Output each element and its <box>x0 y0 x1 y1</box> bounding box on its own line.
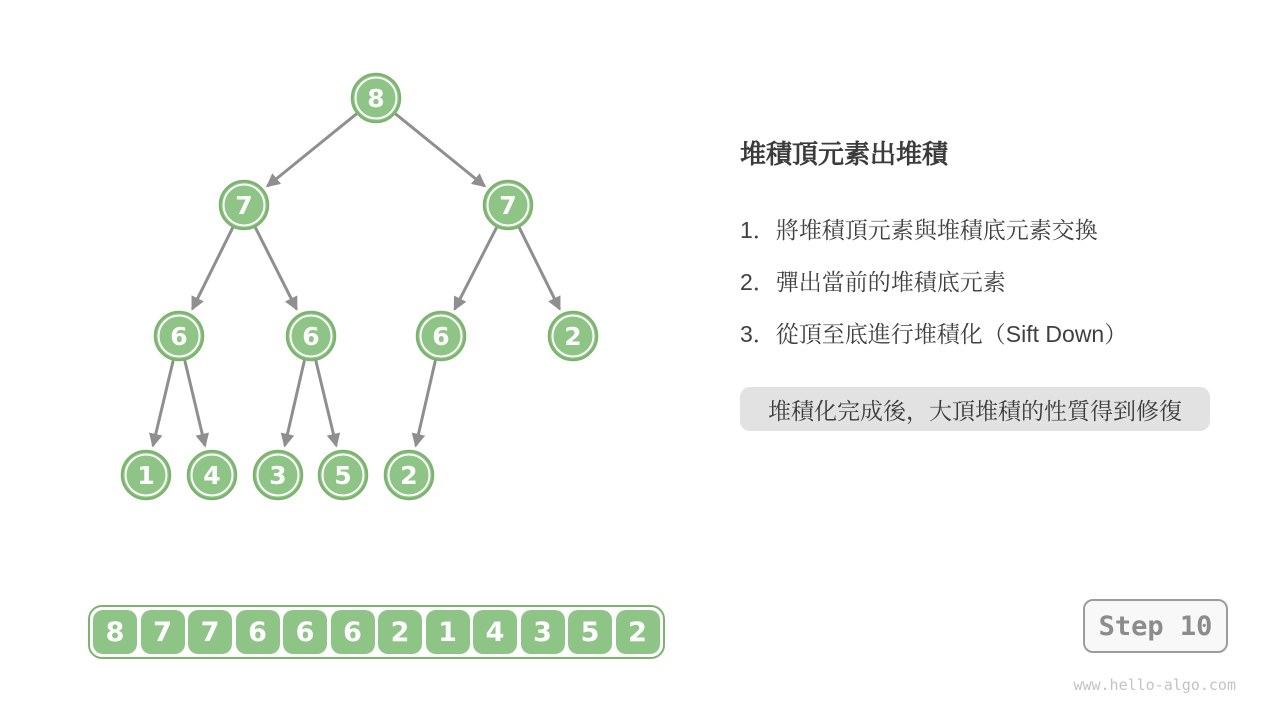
tree-node <box>417 312 465 360</box>
tree-node <box>254 451 302 499</box>
tree-nodes <box>122 74 597 499</box>
step-badge: Step 10 <box>1083 599 1228 653</box>
array-cell: 7 <box>188 610 232 654</box>
array-cell: 7 <box>141 610 185 654</box>
tree-edge <box>285 361 304 445</box>
panel-heading: 堆積頂元素出堆積 <box>740 139 949 169</box>
tree-node-value: 3 <box>269 460 287 490</box>
tree-node-value: 6 <box>170 321 188 351</box>
tree-node-value: 8 <box>367 83 385 113</box>
tree-node <box>287 312 335 360</box>
array-cell: 6 <box>236 610 280 654</box>
tree-edge <box>256 228 296 308</box>
tree-edge <box>193 228 233 308</box>
step-list-item-3: 3．從頂至底進行堆積化（Sift Down） <box>740 321 1128 347</box>
step-list <box>740 212 1127 368</box>
tree-edge <box>185 361 205 445</box>
array-cell: 5 <box>568 610 612 654</box>
tree-node-value: 1 <box>137 460 155 490</box>
tree-node-value: 2 <box>400 460 418 490</box>
tree-edges <box>153 114 559 444</box>
tree-edge <box>416 361 435 445</box>
tree-node-value: 7 <box>235 190 253 220</box>
array-cell: 6 <box>331 610 375 654</box>
tree-node <box>385 451 433 499</box>
tree-node <box>484 181 532 229</box>
tree-node <box>188 451 236 499</box>
tree-node <box>549 312 597 360</box>
array-cell: 1 <box>426 610 470 654</box>
tree-node-value: 6 <box>432 321 450 351</box>
tree-edge <box>520 228 560 308</box>
step-list-item-2: 2．彈出當前的堆積底元素 <box>740 269 1006 295</box>
tree-edge <box>316 361 336 445</box>
array-cell: 2 <box>616 610 660 654</box>
tree-node <box>220 181 268 229</box>
tree-node-value: 5 <box>334 460 352 490</box>
tree-node <box>155 312 203 360</box>
watermark: www.hello-algo.com <box>1073 676 1236 694</box>
array-cell: 4 <box>473 610 517 654</box>
tree-edge <box>455 228 496 308</box>
tree-node-value: 6 <box>302 321 320 351</box>
tree-node-value: 2 <box>564 321 582 351</box>
tree-node-value: 7 <box>499 190 517 220</box>
array-cell: 3 <box>521 610 565 654</box>
tree-node <box>319 451 367 499</box>
note-text: 堆積化完成後，大頂堆積的性質得到修復 <box>768 397 1182 424</box>
tree-node <box>352 74 400 122</box>
tree-node <box>122 451 170 499</box>
tree-edge <box>268 114 356 185</box>
heap-tree-diagram <box>0 0 700 560</box>
tree-node-value: 4 <box>203 460 221 490</box>
array-cell: 2 <box>378 610 422 654</box>
array-cell: 8 <box>93 610 137 654</box>
note-box <box>740 387 1210 431</box>
array-cell: 6 <box>283 610 327 654</box>
tree-edge <box>153 361 173 445</box>
step-list-item-1: 1．將堆積頂元素與堆積底元素交換 <box>740 217 1098 243</box>
heap-array <box>88 605 665 659</box>
tree-edge <box>396 114 484 185</box>
